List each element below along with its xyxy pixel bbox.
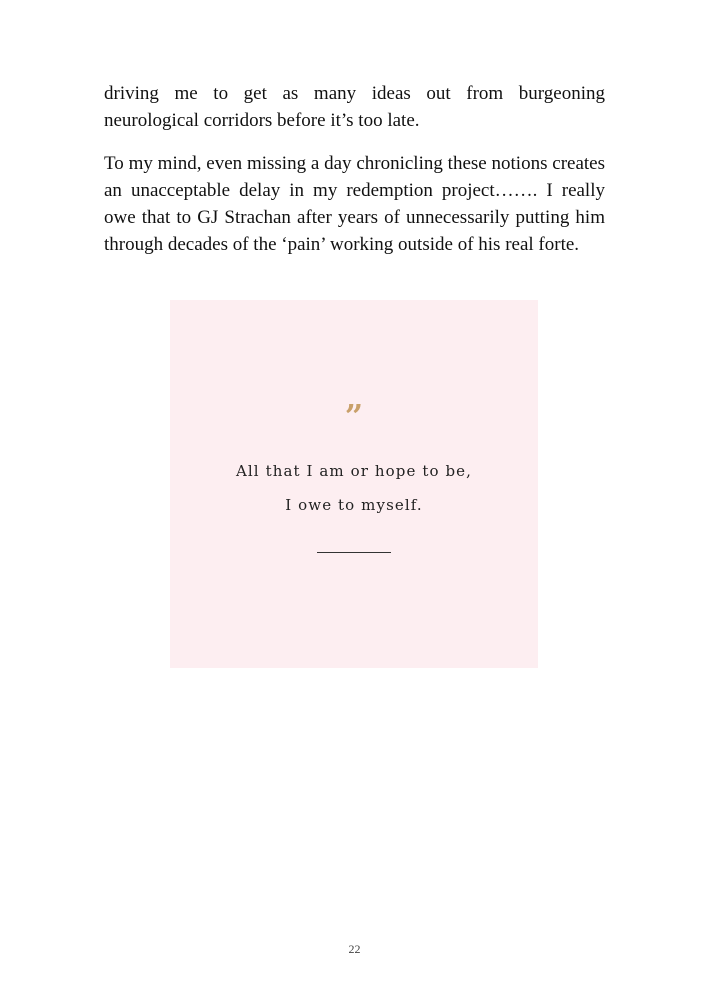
quote-card: [170, 300, 538, 668]
quote-mark-icon: ”: [344, 397, 364, 435]
body-paragraph: To my mind, even missing a day chronicling these notions creates an unacceptable delay in my redemption project……. I really owe that to GJ Strachan after years of unnecessarily putting him through decades of the ‘pain’ working outside of his real forte.: [104, 153, 605, 255]
quote-text-line: I owe to myself.: [285, 496, 423, 514]
quote-text-line: All that I am or hope to be,: [235, 462, 473, 480]
quote-divider: [317, 552, 391, 553]
page-number: 22: [348, 942, 361, 956]
body-paragraph: driving me to get as many ideas out from burgeoning neurological corridors before it’s too late.: [104, 83, 605, 131]
